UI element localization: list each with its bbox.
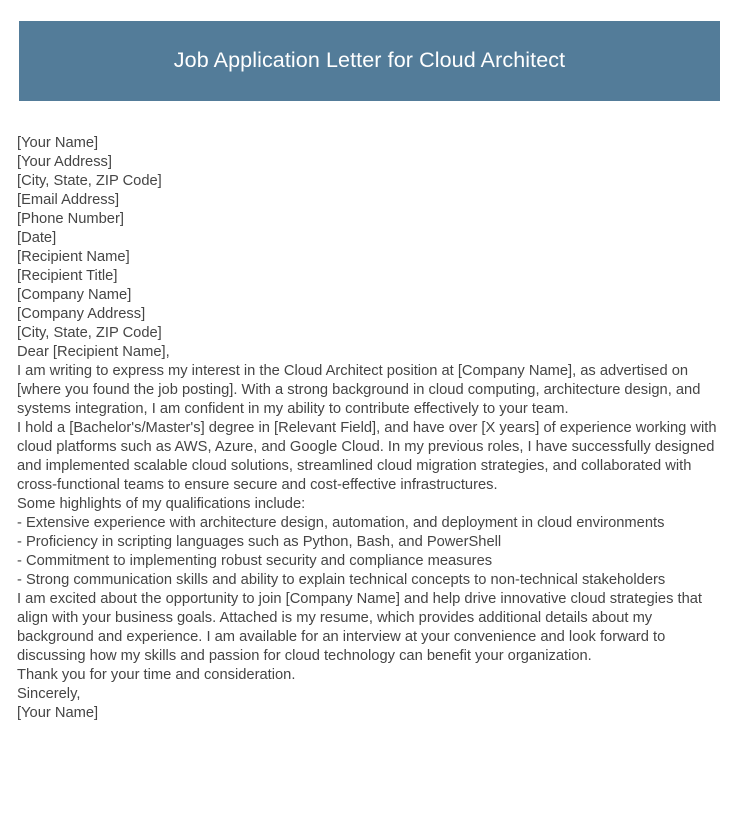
letter-line: [Recipient Name] <box>17 249 130 265</box>
letter-line: [Company Name] <box>17 287 132 303</box>
letter-paragraph: I am writing to express my interest in the Cloud Architect position at [Company Name], as advertised on [where you found the job posting]. With a strong background in cloud computing, architecture design, and systems integration, I am confident in my ability to contribute effectively to your team. <box>17 363 705 417</box>
letter-line: [Your Address] <box>17 154 112 170</box>
letter-line: [City, State, ZIP Code] <box>17 173 162 189</box>
letter-body <box>17 134 719 723</box>
letter-line: [Your Name] <box>17 135 99 151</box>
letter-signature: [Your Name] <box>17 705 99 721</box>
letter-salutation: Dear [Recipient Name], <box>17 344 170 360</box>
letter-paragraph: I am excited about the opportunity to join [Company Name] and help drive innovative cloud strategies that align with your business goals. Attached is my resume, which provides additional details about my background and experience. I am available for an interview at your convenience and look forward to discussing how my skills and passion for cloud technology can benefit your organization. <box>17 591 707 664</box>
letter-bullet-item: - Commitment to implementing robust security and compliance measures <box>17 553 493 569</box>
letter-header-banner <box>19 21 720 101</box>
letter-bullet-item: - Proficiency in scripting languages such as Python, Bash, and PowerShell <box>17 534 502 550</box>
letter-closing: Sincerely, <box>17 686 81 702</box>
letter-line: [Phone Number] <box>17 211 124 227</box>
letter-bullet-item: - Extensive experience with architecture design, automation, and deployment in cloud environments <box>17 515 665 531</box>
letter-qualifications-intro: Some highlights of my qualifications include: <box>17 496 306 512</box>
letter-line: [Company Address] <box>17 306 146 322</box>
letter-thank-you: Thank you for your time and consideration. <box>17 667 296 683</box>
letter-line: [Email Address] <box>17 192 120 208</box>
letter-bullet-item: - Strong communication skills and ability to explain technical concepts to non-technical stakeholders <box>17 572 666 588</box>
letter-line: [Recipient Title] <box>17 268 118 284</box>
letter-line: [Date] <box>17 230 57 246</box>
letter-line: [City, State, ZIP Code] <box>17 325 162 341</box>
letter-paragraph: I hold a [Bachelor's/Master's] degree in [Relevant Field], and have over [X years] of experience working with cloud platforms such as AWS, Azure, and Google Cloud. In my previous roles, I have successfully designed and implemented scalable cloud solutions, streamlined cloud migration strategies, and collaborated with cross-functional teams to ensure secure and cost-effective infrastructures. <box>17 420 721 493</box>
page-title: Job Application Letter for Cloud Architect <box>173 48 566 73</box>
